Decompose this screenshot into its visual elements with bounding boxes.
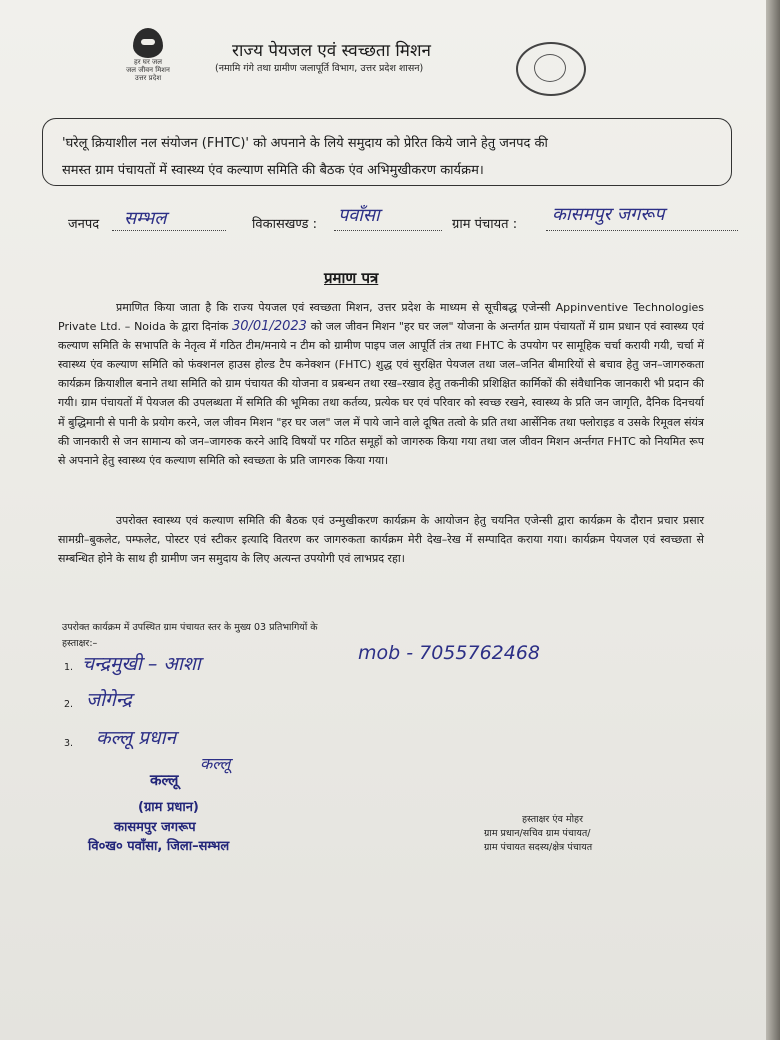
signatory-label: हस्ताक्षर एंव मोहर (522, 814, 583, 825)
mission-subtitle: (नमामि गंगे तथा ग्रामीण जलापूर्ति विभाग, उत्तर प्रदेश शासन) (215, 63, 424, 74)
har-ghar-jal-logo (118, 28, 178, 90)
stamp-address: वि०ख० पवाँसा, जिला–सम्भल (88, 839, 230, 854)
certificate-paragraph-1 (58, 298, 704, 470)
program-title-line-1: 'घरेलू क्रियाशील नल संयोजन (FHTC)' को अपनाने के लिये समुदाय को प्रेरित किये जाने हेतु जनपद की (62, 136, 548, 151)
logo-line-2: जल जीवन मिशन (126, 66, 170, 74)
pradhan-signature: कल्लू (200, 754, 231, 773)
stamp-role: (ग्राम प्रधान) (138, 800, 199, 815)
participants-signature-label: हस्ताक्षर:– (62, 638, 98, 649)
water-drop-icon (133, 28, 163, 58)
panchayat-value: कासमपुर जगरूप (552, 204, 665, 225)
block-value: पवाँसा (338, 205, 380, 226)
logo-line-3: उत्तर प्रदेश (134, 74, 162, 82)
panchayat-dotted-line (546, 228, 738, 231)
signatory-roles-1: ग्राम प्रधान/सचिव ग्राम पंचायत/ (484, 828, 591, 839)
block-label: विकासखण्ड : (252, 217, 318, 232)
participant-2-signature: जोगेन्द्र (86, 689, 132, 711)
seal-emblem-icon (534, 54, 566, 82)
participant-1-number: 1. (64, 662, 74, 673)
paper-shadow-edge (766, 0, 780, 1040)
block-dotted-line (334, 228, 442, 231)
participant-3-number: 3. (64, 738, 74, 749)
paragraph-1-before-date: प्रमाणित किया जाता है कि राज्य पेयजल एवं स्वच्छता मिशन, उत्तर प्रदेश के माध्यम से सूचीबद्ध एजेन्सी Appinventive Technologies Private Ltd. – Noida के द्वारा दिनांक (58, 301, 704, 334)
participant-1-signature: चन्द्रमुखी – आशा (82, 653, 201, 675)
participants-intro: उपरोक्त कार्यक्रम में उपस्थित ग्राम पंचायत स्तर के मुख्य 03 प्रतिभागियों के (62, 622, 318, 633)
panchayat-label: ग्राम पंचायत : (452, 217, 518, 232)
participant-3-signature: कल्लू प्रधान (96, 727, 177, 749)
program-date-value: 30/01/2023 (231, 319, 307, 335)
signatory-roles-2: ग्राम पंचायत सदस्य/क्षेत्र पंचायत (484, 842, 593, 853)
stamp-name: कल्लू (150, 771, 179, 789)
program-title-line-2: समस्त ग्राम पंचायतों में स्वास्थ्य एंव कल्याण समिति की बैठक एंव अभिमुखीकरण कार्यक्रम। (62, 163, 484, 178)
stamp-village: कासमपुर जगरूप (114, 820, 196, 835)
up-government-seal-icon (516, 42, 586, 96)
participant-1-mobile: mob - 7055762468 (358, 642, 541, 664)
participant-2-number: 2. (64, 699, 74, 710)
mission-title: राज्य पेयजल एवं स्वच्छता मिशन (232, 41, 431, 61)
paragraph-1-after-date: को जल जीवन मिशन "हर घर जल" योजना के अन्तर्गत ग्राम पंचायतों में ग्राम प्रधान एवं स्वास्थ्य एवं कल्याण समिति के सभापति के नेतृत्व में गठित टीम/मनाये न टीम को ग्रामीण पाइप जल आपूर्ति तंत्र तथा FHTC के उपयोग पर सामूहिक चर्चा करायी गयी, चर्चा में स्वास्थ्य एंव कल्याण समिति को फंक्शनल हाउस होल्ड टैप कनेक्शन (FHTC) शुद्ध एवं सुरक्षित पेयजल तथा जल–जनित बीमारियों से बचाव हेतु जन–जागरुकता कार्यक्रम क्रियाशील बनाने तथा समिति को ग्राम पंचायत की योजना व प्रबन्धन तथा रख–रखाव हेतु तकनीकी प्रशिक्षित कार्मिकों की संवैधानिक जानकारी भी प्रदान की गयी। ग्राम पंचायतों में पेयजल की उपलब्धता में समिति की भूमिका तथा कर्तव्य, प्रत्येक घर एवं परिवार को स्वच्छ रखने, स्वास्थ्य के प्रति जन जागृति, दैनिक दिनचर्या में बुद्धिमानी से पानी के प्रयोग करने, जल जीवन मिशन "हर घर जल" जल में पाये जाने वाले दूषित तत्वो के प्रति तथा आर्सेनिक तथा फ्लोराइड व उसके रिमूवल संयंत्र की जानकारी से जन सामान्य को जन–जागरुक करने आदि विषयों पर गठित समूहों को जागरुक किया गया तथा जल जीवन मिशन अर्न्तगत FHTC को नियमित रूप से अपनाने हेतु स्वास्थ्य एंव कल्याण समिति को स्वच्छता के प्रति जागरुक किया गया। (58, 320, 705, 467)
certificate-paragraph-2: उपरोक्त स्वास्थ्य एवं कल्याण समिति की बैठक एवं उन्मुखीकरण कार्यक्रम के आयोजन हेतु चयनित एजेन्सी द्वारा कार्यक्रम के दौरान प्रचार प्रसार सामग्री–बुकलेट, पम्फलेट, पोस्टर एवं स्टीकर इत्यादि वितरण कर जागरुकता कार्यक्रम मेरी देख–रेख में सम्पादित कराया गया। कार्यक्रम पेयजल एवं स्वच्छता से सम्बन्धित होने के साथ ही ग्रामीण जन समुदाय के लिए अत्यन्त उपयोगी एवं लाभप्रद रहा। (58, 514, 704, 566)
program-title-text (62, 130, 702, 184)
district-label: जनपद (68, 217, 100, 232)
certificate-title: प्रमाण पत्र (324, 269, 379, 287)
district-value: सम्भल (124, 208, 167, 229)
logo-line-1: हर घर जल (134, 58, 162, 66)
